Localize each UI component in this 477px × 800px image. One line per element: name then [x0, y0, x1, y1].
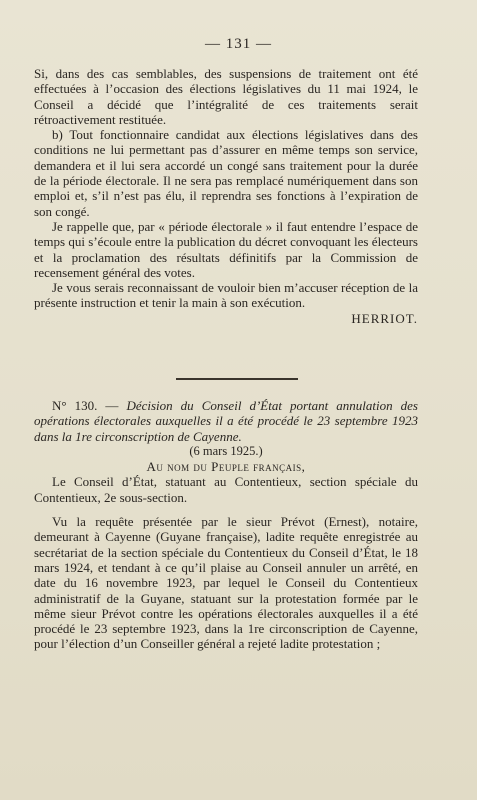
- decision-title: Décision du Conseil d’État portant annulation des opérations électorales auxquelles il a été procédé le 23 septembre 1923 dans la 1re circonscription de Cayenne.: [34, 398, 418, 444]
- decision-date: (6 mars 1925.): [189, 443, 263, 458]
- paragraph-acknowledgement: Je vous serais reconnaissant de vouloir bien m’accuser réception de la présente instruction et tenir la main à son exécution.: [34, 280, 418, 311]
- decision-section: [34, 398, 418, 652]
- paragraph-retroactive: Si, dans des cas semblables, des suspensions de traitement ont été effectuées à l’occasion des élections législatives du 11 mai 1924, le Conseil a décidé que l’intégralité de ces traitements serait rétroactivement restituée.: [34, 66, 418, 127]
- paragraph-candidate-leave: b) Tout fonctionnaire candidat aux élections législatives dans des conditions ne lui permettant pas d’assurer en même temps son service, demandera et il lui sera accordé un congé sans traitement pour la durée de la période électorale. Il ne sera pas remplacé numériquement dans son emploi et, s’il n’est pas élu, il reprendra ses fonctions à l’expiration de son congé.: [34, 127, 418, 219]
- page-number: — 131 —: [205, 36, 272, 52]
- paragraph-request: Vu la requête présentée par le sieur Prévot (Ernest), notaire, demeurant à Cayenne (Guyane française), ladite requête enregistrée au secrétariat de la section spéciale du Contentieux du Conseil d’État, le 18 mars 1924, et tendant à ce qu’il plaise au Conseil annuler un arrêté, en date du 16 novembre 1923, par lequel le Conseil du Contentieux administratif de la Guyane, statuant sur la protestation formée par le même sieur Prévot contre les opérations électorales auxquelles il a été procédé le 23 septembre 1923, dans la 1re circonscription de Cayenne, pour l’élection d’un Conseiller général a rejeté ladite protestation ;: [34, 514, 418, 652]
- paragraph-council: Le Conseil d’État, statuant au Contentieux, section spéciale du Contentieux, 2e sous-section.: [34, 474, 418, 505]
- signature: HERRIOT.: [351, 310, 418, 326]
- decision-number: N° 130. —: [52, 398, 119, 413]
- paragraph-electoral-period: Je rappelle que, par « période électorale » il faut entendre l’espace de temps qui s’écoule entre la publication du décret convoquant les électeurs et la proclamation des résultats définitifs par la Commission de recensement général des votes.: [34, 218, 418, 280]
- section-divider: [176, 378, 298, 380]
- formal-heading: Au nom du Peuple français,: [146, 459, 306, 475]
- instruction-section: [34, 66, 418, 326]
- decision-heading: [34, 398, 418, 444]
